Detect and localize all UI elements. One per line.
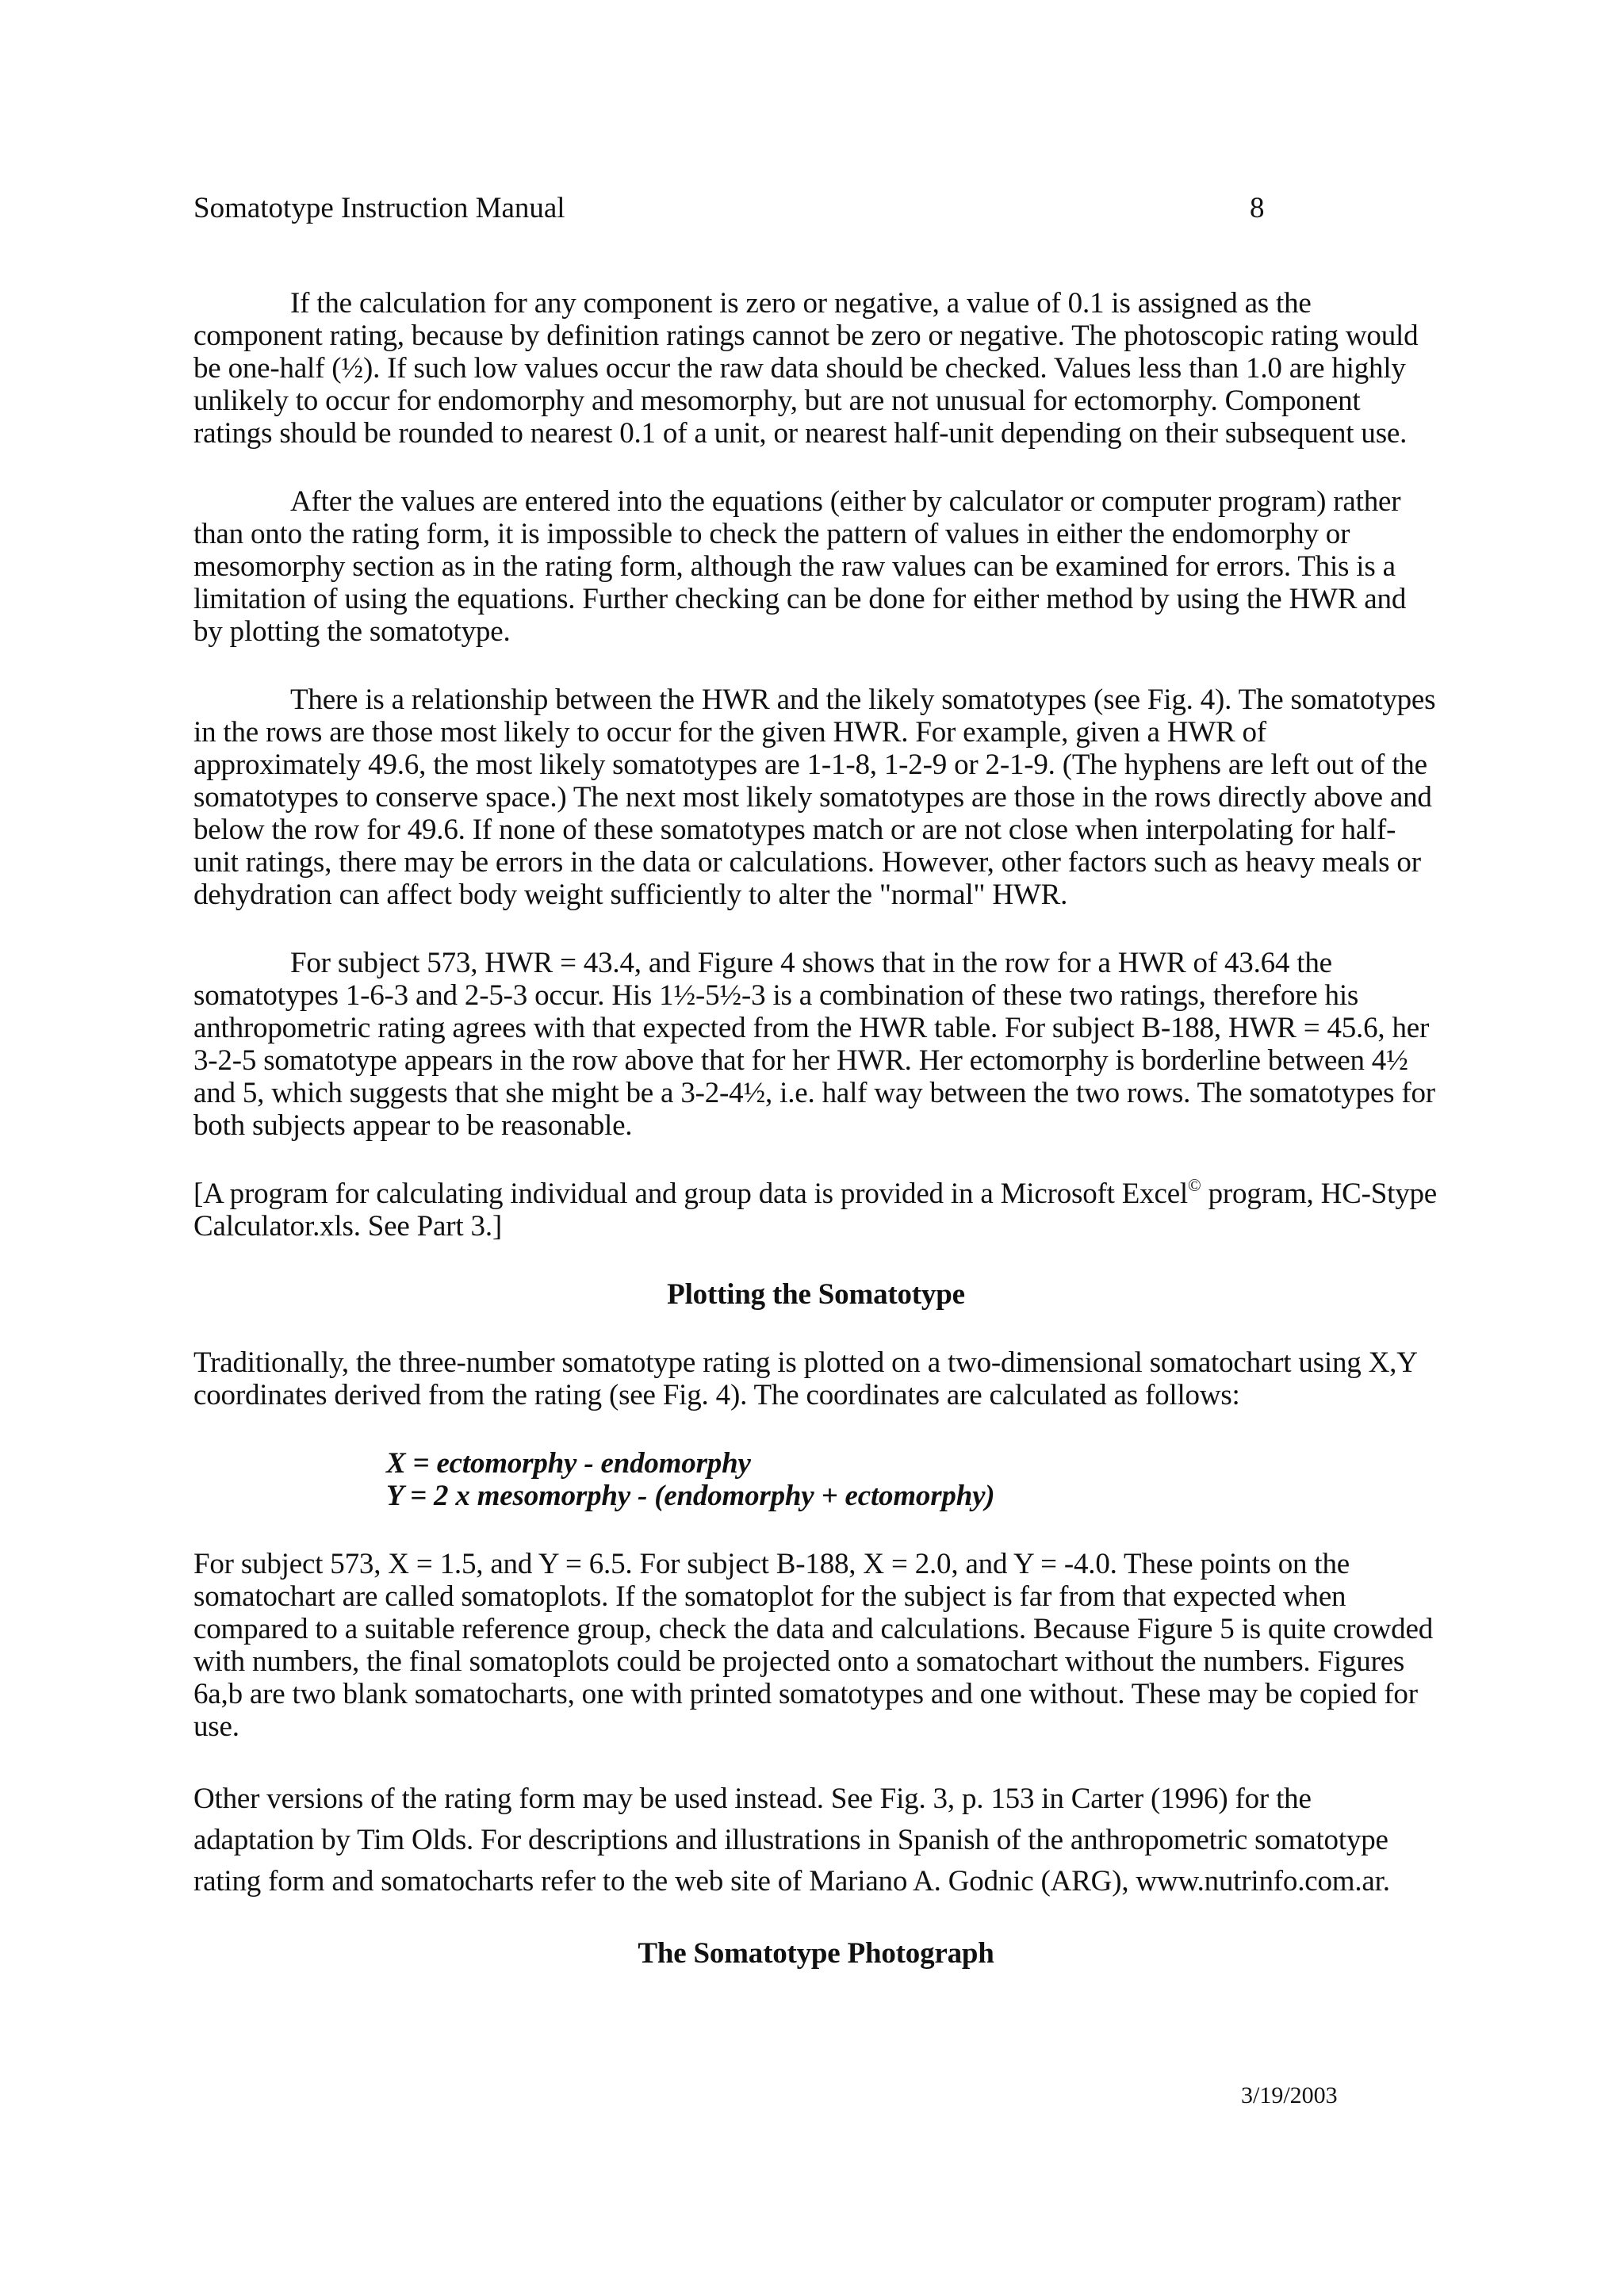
excel-text-before: [A program for calculating individual and group data is provided in a Microsoft Excel [193,1178,1189,1210]
page-header [193,190,1264,227]
paragraph-zero-values: If the calculation for any component is zero or negative, a value of 0.1 is assigned as the component rating, because by definition ratings cannot be zero or negative. The photoscopic rating would be one-half (½). If such low values occur the raw data should be checked. Values less than 1.0 are highly unlikely to occur for endomorphy and mesomorphy, but are not unusual for ectomorphy. Component ratings should be rounded to nearest 0.1 of a unit, or nearest half-unit depending on their subsequent use. [193,287,1419,450]
page-number: 8 [1250,192,1265,224]
formula-x: X = ectomorphy - endomorphy [386,1447,751,1480]
heading-plotting-somatotype: Plotting the Somatotype [667,1278,965,1311]
formula-y: Y = 2 x mesomorphy - (endomorphy + ectomorphy) [386,1480,995,1512]
paragraph-equations-limitation: After the values are entered into the equations (either by calculator or computer program) rather than onto the rating form, it is impossible to check the pattern of values in either the endomorphy or mesomorphy section as in the rating form, although the raw values can be examined for errors. This is a limitation of using the equations. Further checking can be done for either method by using the HWR and by plotting the somatotype. [193,485,1407,648]
paragraph-subject-examples: For subject 573, HWR = 43.4, and Figure 4 shows that in the row for a HWR of 43.64 the somatotypes 1-6-3 and 2-5-3 occur. His 1½-5½-3 is a combination of these two ratings, therefore his anthropometric rating agrees with that expected from the HWR table. For subject B-188, HWR = 45.6, her 3-2-5 somatotype appears in the row above that for her HWR. Her ectomorphy is borderline between 4½ and 5, which suggests that she might be a 3-2-4½, i.e. half way between the two rows. The somatotypes for both subjects appear to be reasonable. [193,947,1435,1142]
header-title: Somatotype Instruction Manual [193,192,565,224]
paragraph-somatoplots: For subject 573, X = 1.5, and Y = 6.5. For subject B-188, X = 2.0, and Y = -4.0. These points on the somatochart are called somatoplots. If the somatoplot for the subject is far from that expected when compared to a suitable reference group, check the data and calculations. Because Figure 5 is quite crowded with numbers, the final somatoplots could be projected onto a somatochart without the numbers. Figures 6a,b are two blank somatocharts, one with printed somatotypes and one without. These may be copied for use. [193,1548,1433,1743]
body-text [193,287,1438,1970]
paragraph-somatochart-intro: Traditionally, the three-number somatotype rating is plotted on a two-dimensional somatochart using X,Y coordinates derived from the rating (see Fig. 4). The coordinates are calculated as follows: [193,1346,1417,1411]
paragraph-excel-program [193,1175,1438,1243]
paragraph-other-versions: Other versions of the rating form may be used instead. See Fig. 3, p. 153 in Carter (1996) for the adaptation by Tim Olds. For descriptions and illustrations in Spanish of the anthropometric somatotype rating form and somatocharts refer to the web site of Mariano A. Godnic (ARG), www.nutrinfo.com.ar. [193,1783,1390,1898]
copyright-mark: © [1188,1175,1201,1195]
excel-text-after: program, HC-Stype Calculator.xls. See Part 3.] [193,1178,1438,1243]
footer-date: 3/19/2003 [1241,2082,1338,2108]
heading-somatotype-photograph: The Somatotype Photograph [638,1937,994,1970]
paragraph-hwr-relationship: There is a relationship between the HWR and the likely somatotypes (see Fig. 4). The somatotypes in the rows are those most likely to occur for the given HWR. For example, given a HWR of approximately 49.6, the most likely somatotypes are 1-1-8, 1-2-9 or 2-1-9. (The hyphens are left out of the somatotypes to conserve space.) The next most likely somatotypes are those in the rows directly above and below the row for 49.6. If none of these somatotypes match or are not close when interpolating for half-unit ratings, there may be errors in the data or calculations. However, other factors such as heavy meals or dehydration can affect body weight sufficiently to alter the "normal" HWR. [193,684,1436,911]
